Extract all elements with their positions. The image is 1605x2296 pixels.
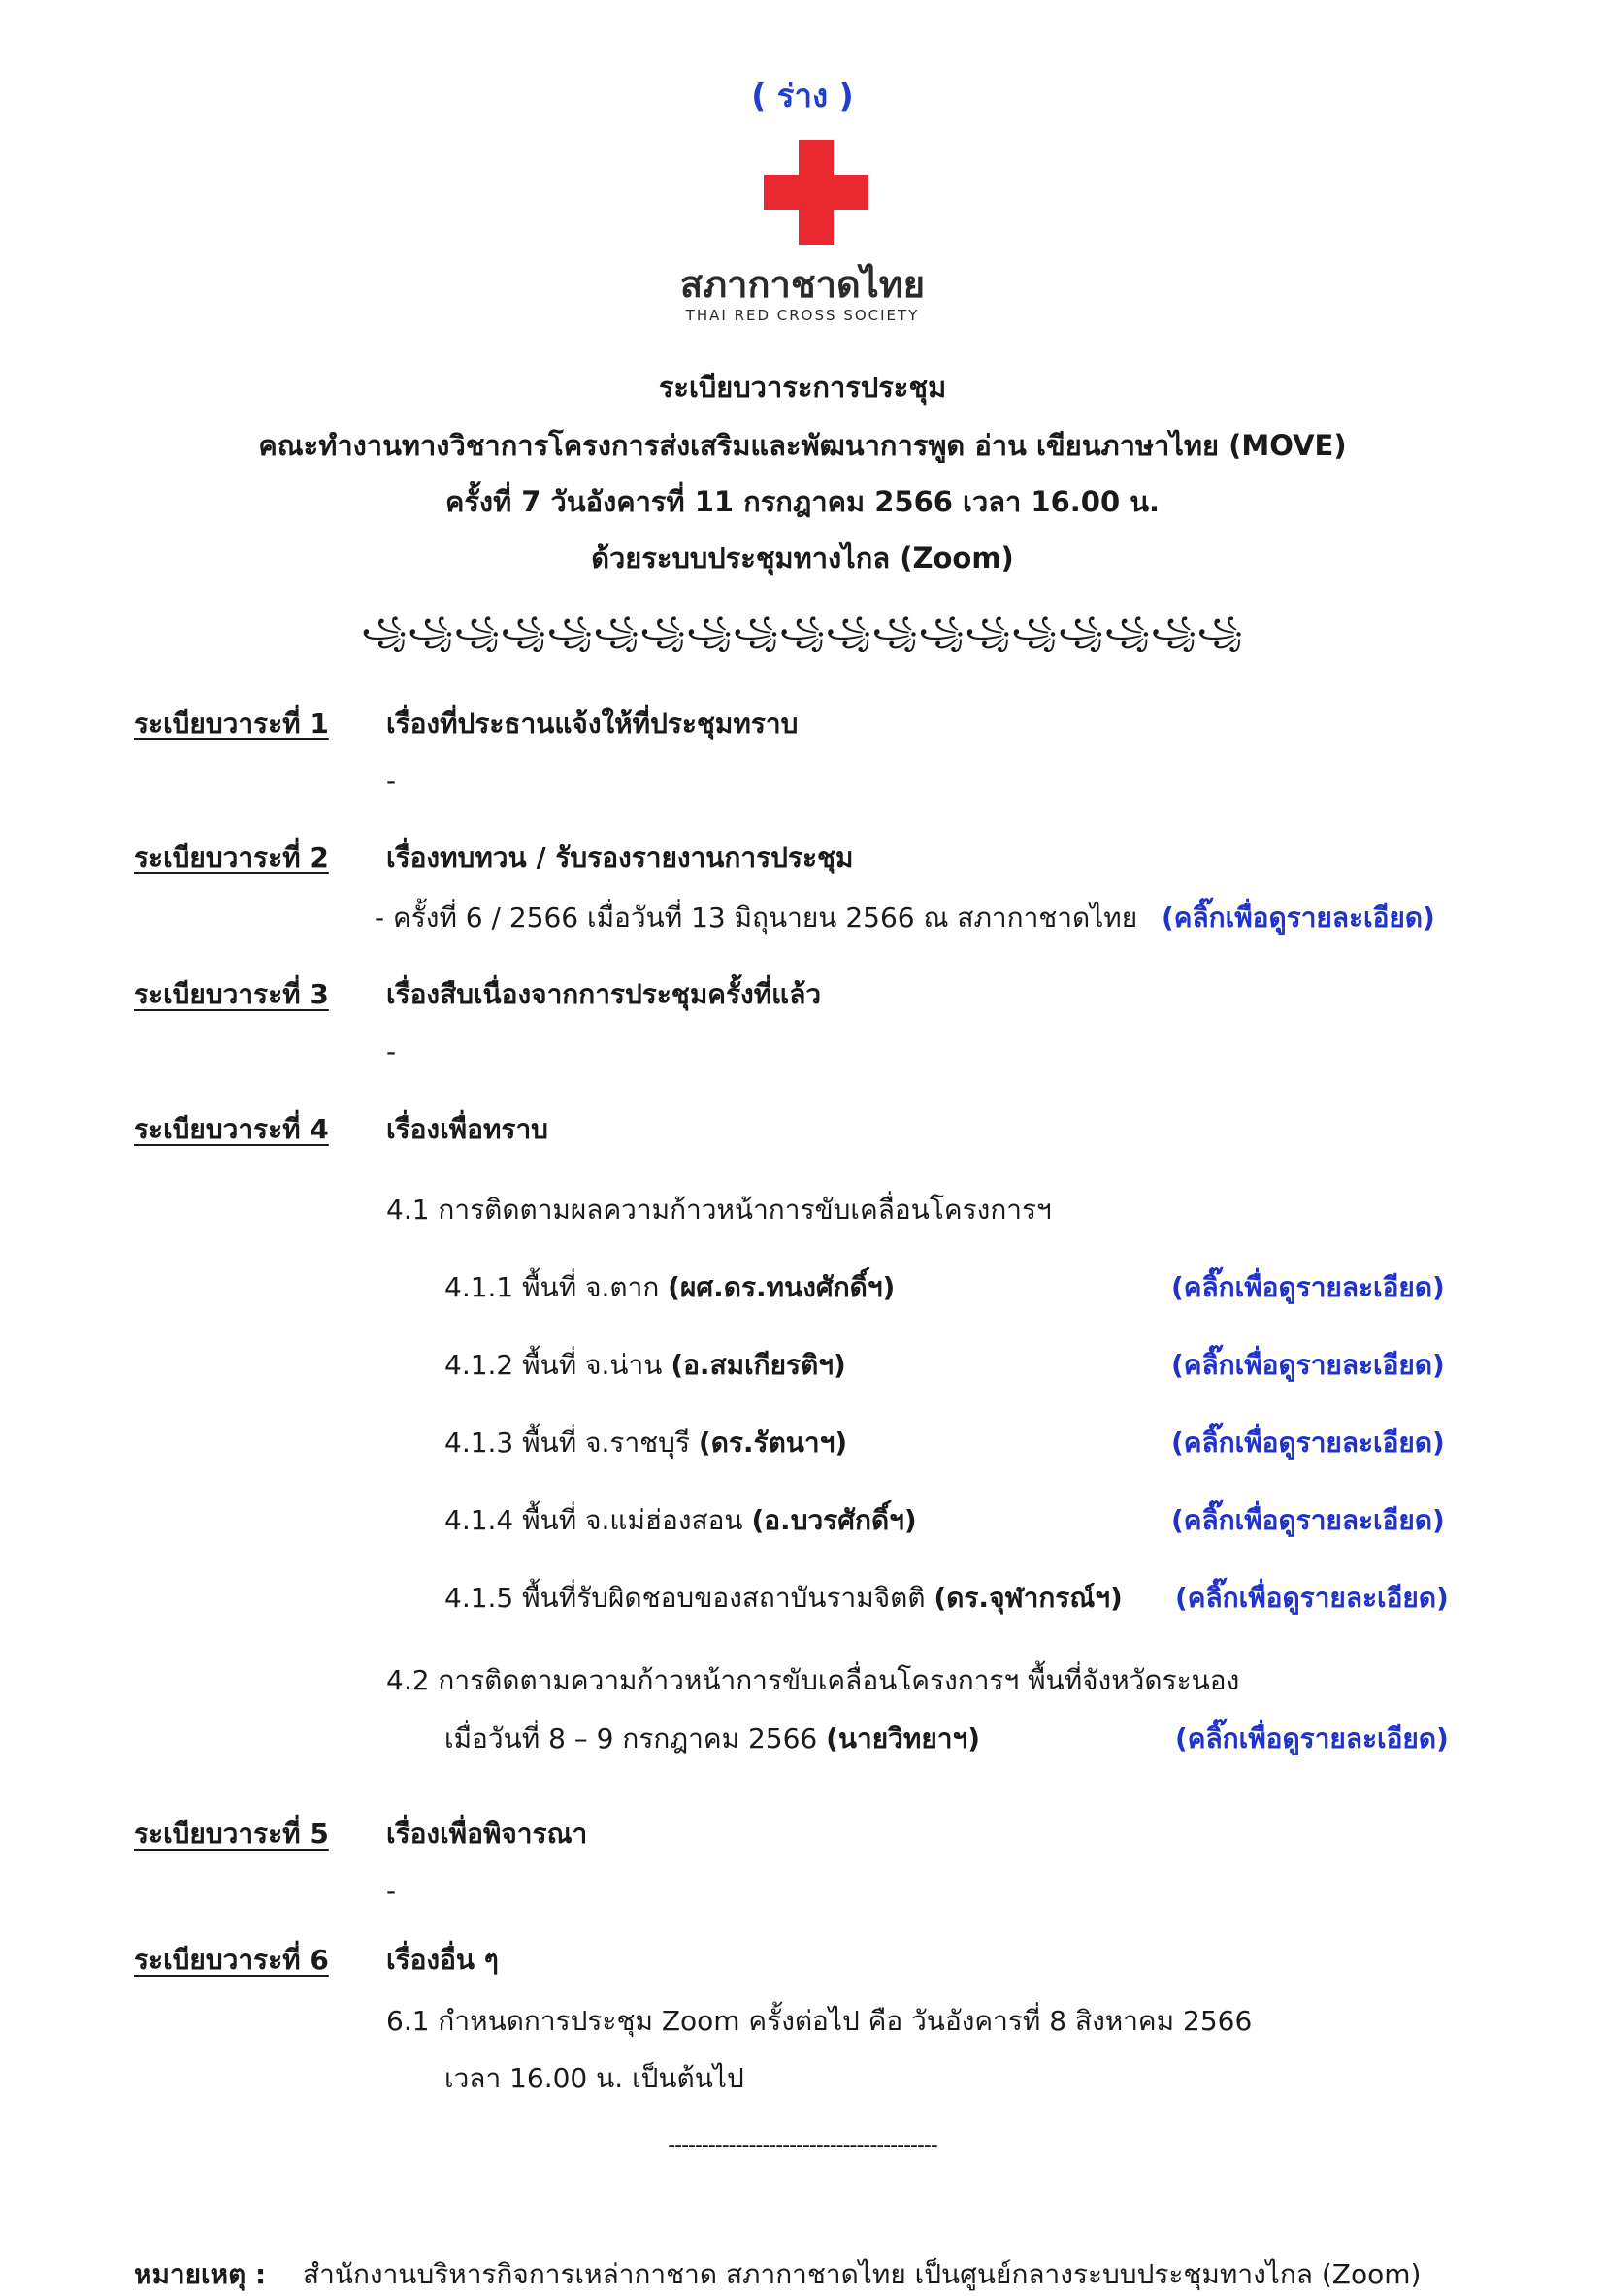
- agenda-4-1-1-link[interactable]: (คลิ๊กเพื่อดูรายละเอียด): [1171, 1271, 1445, 1303]
- agenda-4-1-3-person: (ดร.รัตนาฯ): [698, 1427, 848, 1459]
- agenda-4-1-2-text: 4.1.2 พื้นที่ จ.น่าน: [444, 1349, 671, 1381]
- agenda-4-1-1-text: 4.1.1 พื้นที่ จ.ตาก: [444, 1271, 669, 1303]
- agenda-6-1-line2: เวลา 16.00 น. เป็นต้นไป: [444, 2062, 744, 2094]
- agenda-2-label: ระเบียบวาระที่ 2: [134, 841, 329, 873]
- agenda-4-label: ระเบียบวาระที่ 4: [134, 1113, 329, 1145]
- agenda-5-topic: เรื่องเพื่อพิจารณา: [386, 1818, 588, 1850]
- meeting-mode: ด้วยระบบประชุมทางไกล (Zoom): [591, 541, 1014, 574]
- agenda-3-label: ระเบียบวาระที่ 3: [134, 978, 329, 1010]
- org-name-english: THAI RED CROSS SOCIETY: [685, 307, 920, 324]
- agenda-4-2-date-text: เมื่อวันที่ 8 – 9 กรกฎาคม 2566: [444, 1722, 827, 1755]
- agenda-6-topic: เรื่องอื่น ๆ: [386, 1944, 499, 1976]
- agenda-4-1-1-person: (ผศ.ดร.ทนงศักดิ์ฯ): [668, 1271, 896, 1303]
- ornament-divider: ꧁꧁꧁꧁꧁꧁꧁꧁꧁꧁꧁꧁꧁꧁꧁꧁꧁꧁꧁: [361, 615, 1244, 649]
- agenda-1-topic: เรื่องที่ประธานแจ้งให้ที่ประชุมทราบ: [386, 707, 799, 739]
- agenda-4-1-4-text: 4.1.4 พื้นที่ จ.แม่ฮ่องสอน: [444, 1504, 752, 1536]
- agenda-4-1-5-item: [444, 1577, 1123, 1620]
- agenda-4-topic: เรื่องเพื่อทราบ: [386, 1113, 548, 1145]
- agenda-3-topic: เรื่องสืบเนื่องจากการประชุมครั้งที่แล้ว: [386, 978, 822, 1010]
- org-name-thai: สภากาชาดไทย: [679, 263, 926, 306]
- agenda-6-1-line1: 6.1 กำหนดการประชุม Zoom ครั้งต่อไป คือ วันอังคารที่ 8 สิงหาคม 2566: [386, 2005, 1253, 2037]
- agenda-4-1-3-link[interactable]: (คลิ๊กเพื่อดูรายละเอียด): [1171, 1427, 1445, 1459]
- agenda-2-detail-link[interactable]: (คลิ๊กเพื่อดูรายละเอียด): [1162, 902, 1435, 934]
- doc-title: ระเบียบวาระการประชุม: [658, 371, 947, 404]
- agenda-4-1-1-item: [444, 1266, 895, 1309]
- agenda-4-2-person: (นายวิทยาฯ): [826, 1722, 981, 1755]
- agenda-4-1-heading: 4.1 การติดตามผลความก้าวหน้าการขับเคลื่อนโครงการฯ: [386, 1194, 1052, 1226]
- agenda-4-1-2-link[interactable]: (คลิ๊กเพื่อดูรายละเอียด): [1171, 1349, 1445, 1381]
- agenda-4-1-2-person: (อ.สมเกียรติฯ): [671, 1349, 846, 1381]
- agenda-4-2-heading: 4.2 การติดตามความก้าวหน้าการขับเคลื่อนโครงการฯ พื้นที่จังหวัดระนอง: [386, 1664, 1240, 1696]
- note-label: หมายเหตุ :: [134, 2258, 267, 2290]
- agenda-4-1-3-item: [444, 1422, 847, 1464]
- agenda-4-1-5-link[interactable]: (คลิ๊กเพื่อดูรายละเอียด): [1175, 1582, 1449, 1614]
- agenda-4-1-3-text: 4.1.3 พื้นที่ จ.ราชบุรี: [444, 1427, 699, 1459]
- note-text: สำนักงานบริหารกิจการเหล่ากาชาด สภากาชาดไทย เป็นศูนย์กลางระบบประชุมทางไกล (Zoom): [303, 2258, 1422, 2290]
- agenda-4-1-4-link[interactable]: (คลิ๊กเพื่อดูรายละเอียด): [1171, 1504, 1445, 1536]
- agenda-4-1-4-person: (อ.บวรศักดิ์ฯ): [751, 1504, 917, 1536]
- agenda-5-detail: -: [386, 1875, 397, 1907]
- agenda-4-1-5-person: (ดร.จุฬากรณ์ฯ): [934, 1582, 1123, 1614]
- agenda-1-label: ระเบียบวาระที่ 1: [134, 707, 329, 739]
- agenda-4-1-5-text: 4.1.5 พื้นที่รับผิดชอบของสถาบันรามจิตติ: [444, 1582, 934, 1614]
- committee-name: คณะทำงานทางวิชาการโครงการส่งเสริมและพัฒนาการพูด อ่าน เขียนภาษาไทย (MOVE): [258, 429, 1347, 462]
- agenda-2-detail: - ครั้งที่ 6 / 2566 เมื่อวันที่ 13 มิถุนายน 2566 ณ สภากาชาดไทย: [375, 902, 1138, 934]
- agenda-3-detail: -: [386, 1035, 397, 1067]
- agenda-2-topic: เรื่องทบทวน / รับรองรายงานการประชุม: [386, 841, 854, 873]
- agenda-1-detail: -: [386, 765, 397, 797]
- agenda-6-label: ระเบียบวาระที่ 6: [134, 1944, 329, 1976]
- agenda-4-2-link[interactable]: (คลิ๊กเพื่อดูรายละเอียด): [1175, 1722, 1449, 1755]
- agenda-4-2-date: [444, 1718, 980, 1760]
- draft-label: ( ร่าง ): [751, 77, 854, 115]
- agenda-4-1-2-item: [444, 1344, 846, 1387]
- agenda-4-1-4-item: [444, 1499, 917, 1542]
- agenda-5-label: ระเบียบวาระที่ 5: [134, 1818, 329, 1850]
- meeting-datetime: ครั้งที่ 7 วันอังคารที่ 11 กรกฎาคม 2566 เวลา 16.00 น.: [444, 485, 1161, 518]
- red-cross-logo-icon: [764, 140, 868, 245]
- closing-separator: ----------------------------------------: [668, 2133, 937, 2157]
